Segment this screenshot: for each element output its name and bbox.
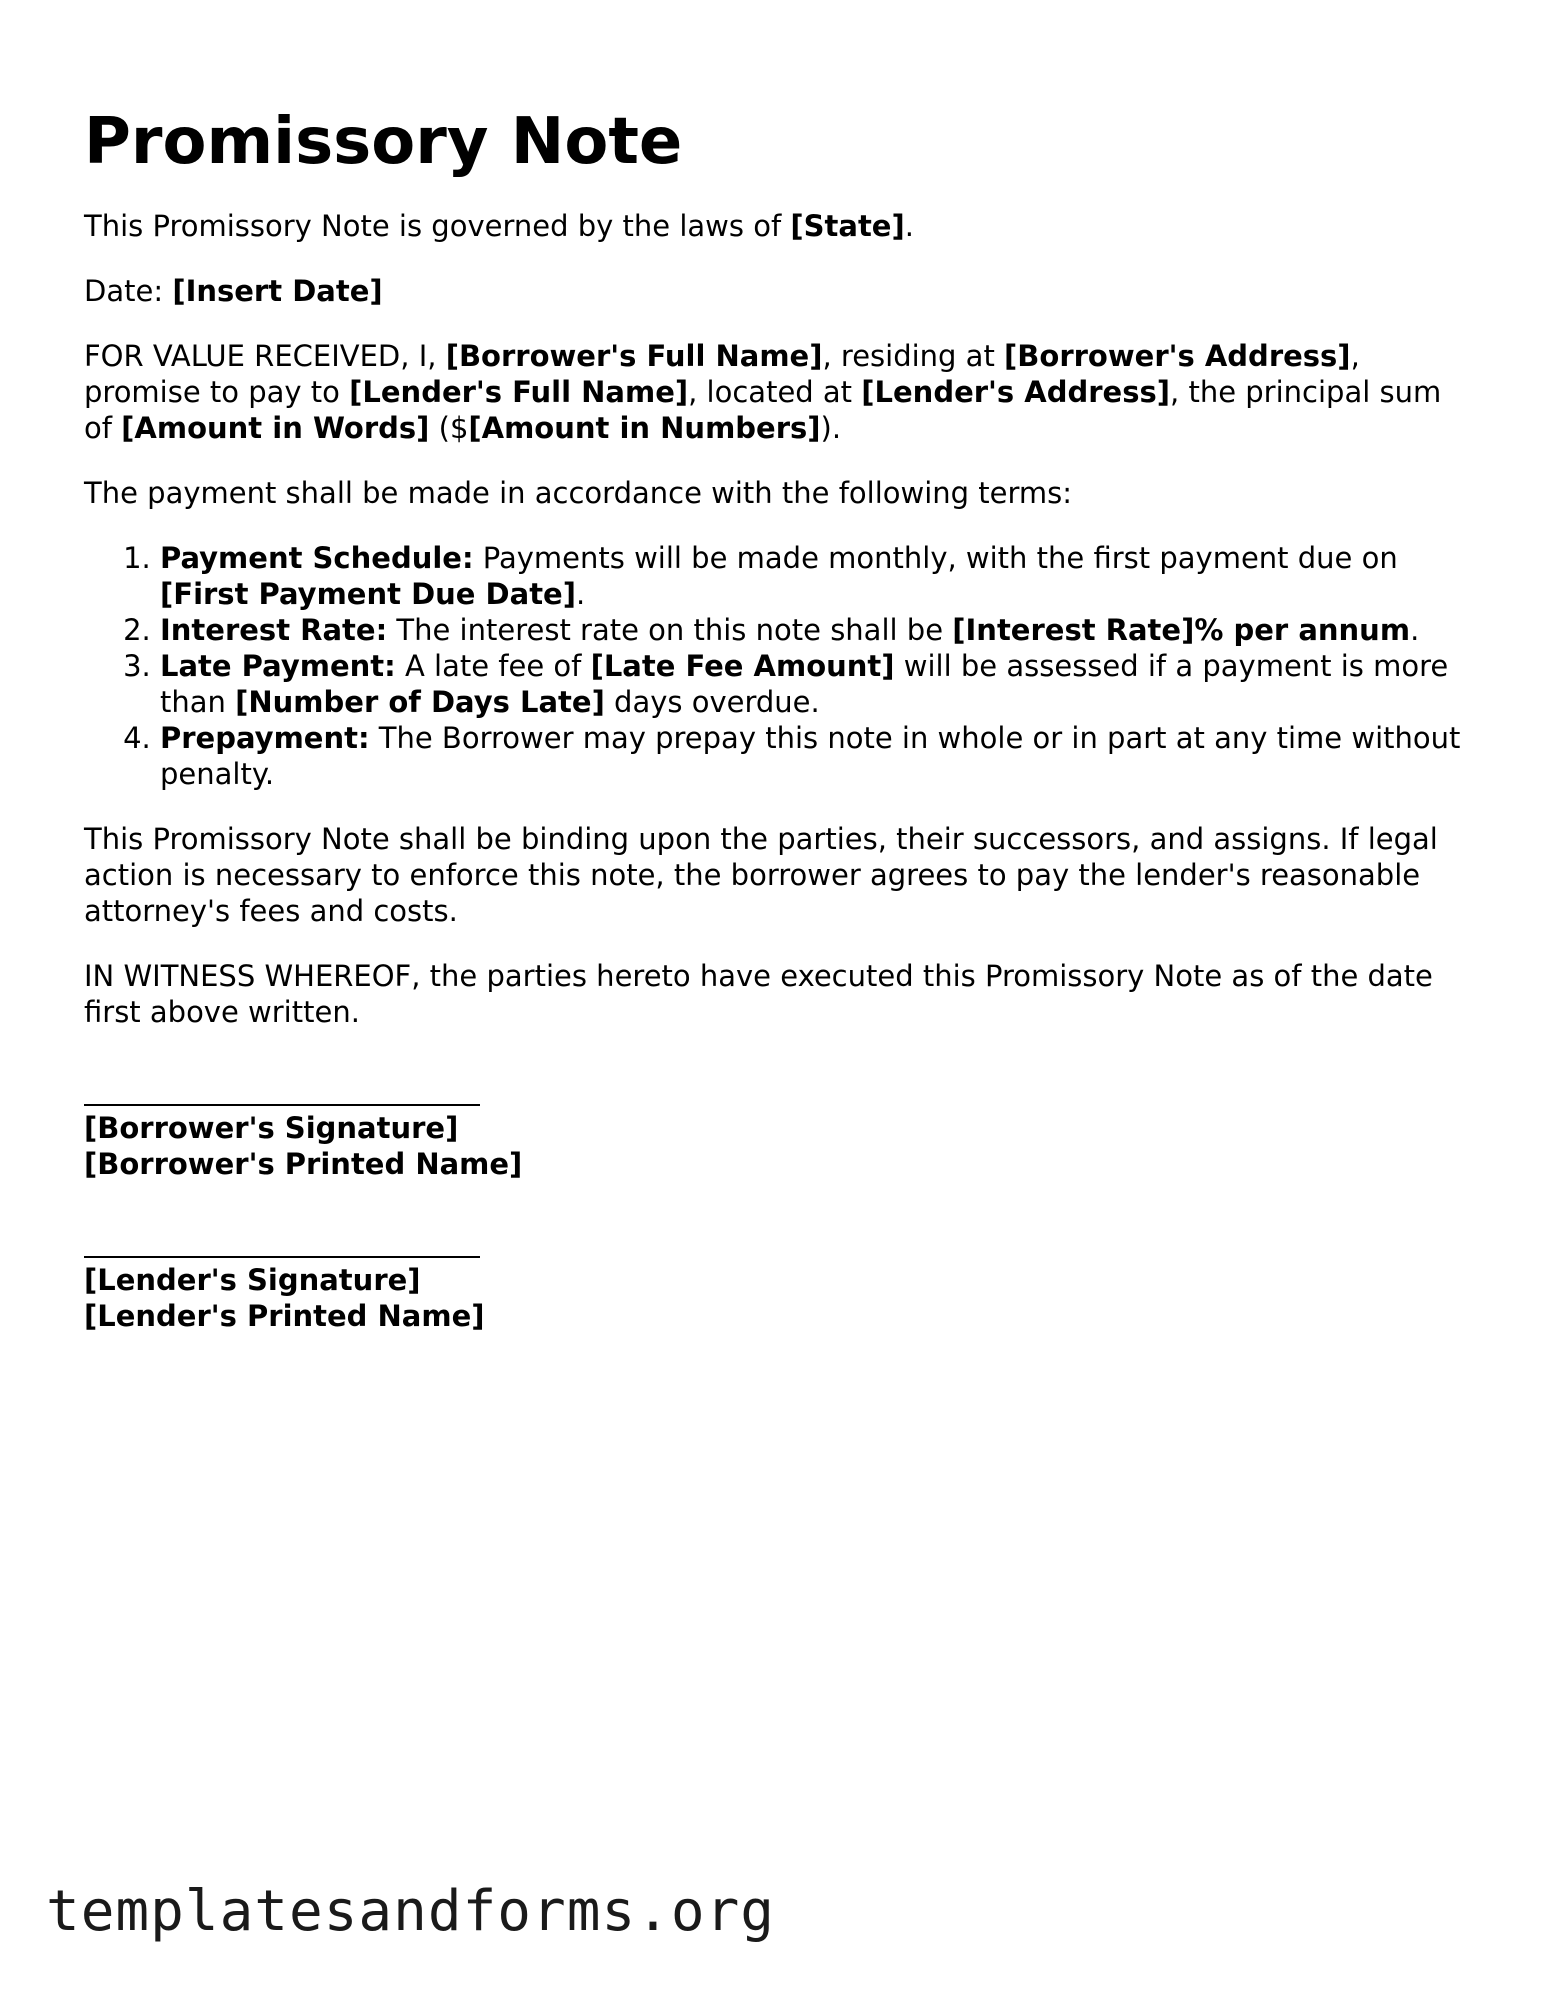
term-text: Payments will be made monthly, with the first payment due on (473, 541, 1398, 575)
term-prepayment (160, 720, 1464, 792)
term-label: Payment Schedule: (160, 541, 474, 575)
governing-text: This Promissory Note is governed by the laws of (84, 209, 791, 243)
lender-signature-label: [Lender's Signature] (84, 1263, 421, 1297)
lender-signature-block (84, 1230, 1464, 1334)
interest-rate-placeholder: [Interest Rate]% per annum (952, 613, 1411, 647)
amount-words-placeholder: [Amount in Words] (121, 411, 430, 445)
date-label: Date: (84, 274, 173, 308)
vr-text-6: ($ (429, 411, 469, 445)
borrower-signature-block (84, 1078, 1464, 1182)
vr-text-1: FOR VALUE RECEIVED, I, (84, 339, 446, 373)
term-text: A late fee of (395, 649, 591, 683)
date-placeholder: [Insert Date] (172, 274, 383, 308)
value-received-paragraph (84, 338, 1464, 446)
lender-printed-name-label: [Lender's Printed Name] (84, 1299, 485, 1333)
term-payment-schedule (160, 540, 1464, 612)
witness-paragraph: IN WITNESS WHEREOF, the parties hereto have executed this Promissory Note as of the date first above written. (84, 959, 1433, 1029)
term-end: . (1410, 613, 1420, 647)
borrower-signature-line[interactable] (84, 1078, 480, 1106)
term-label: Late Payment: (160, 649, 396, 683)
lender-signature-line[interactable] (84, 1230, 480, 1258)
term-label: Interest Rate: (160, 613, 388, 647)
governing-end: . (904, 209, 914, 243)
date-line (84, 273, 1464, 309)
terms-list (84, 540, 1464, 792)
vr-text-3: , promise to pay to (84, 339, 1360, 409)
vr-text-4: , located at (688, 375, 862, 409)
borrower-signature-label: [Borrower's Signature] (84, 1111, 459, 1145)
term-interest-rate (160, 612, 1464, 648)
document-title: Promissory Note (84, 105, 683, 179)
term-label: Prepayment: (160, 721, 370, 755)
amount-numbers-placeholder: [Amount in Numbers] (468, 411, 821, 445)
term-text: The interest rate on this note shall be (387, 613, 953, 647)
days-late-placeholder: [Number of Days Late] (235, 685, 605, 719)
first-payment-date-placeholder: [First Payment Due Date] (160, 577, 576, 611)
term-text: The Borrower may prepay this note in whole or in part at any time without penalty. (160, 721, 1461, 791)
lender-name-placeholder: [Lender's Full Name] (349, 375, 689, 409)
governing-law-paragraph (84, 208, 1464, 244)
term-late-payment (160, 648, 1464, 720)
vr-text-2: , residing at (822, 339, 1005, 373)
vr-text-5: , the principal sum of (84, 375, 1442, 445)
vr-text-7: ). (820, 411, 842, 445)
late-fee-placeholder: [Late Fee Amount] (590, 649, 895, 683)
borrower-address-placeholder: [Borrower's Address] (1004, 339, 1351, 373)
term-text: days overdue. (604, 685, 820, 719)
term-text: will be assessed if a payment is more than (160, 649, 1449, 719)
borrower-name-placeholder: [Borrower's Full Name] (445, 339, 823, 373)
state-placeholder: [State] (790, 209, 905, 243)
site-watermark: templatesandforms.org (46, 1879, 776, 1944)
terms-intro: The payment shall be made in accordance with the following terms: (84, 476, 1073, 510)
document-page (84, 104, 1464, 1334)
binding-paragraph: This Promissory Note shall be binding upon the parties, their successors, and assigns. If legal action is necessary to enforce this note, the borrower agrees to pay the lender's reasonable attorney's fees and costs. (84, 822, 1438, 928)
term-end: . (575, 577, 586, 611)
lender-address-placeholder: [Lender's Address] (861, 375, 1171, 409)
borrower-printed-name-label: [Borrower's Printed Name] (84, 1147, 523, 1181)
